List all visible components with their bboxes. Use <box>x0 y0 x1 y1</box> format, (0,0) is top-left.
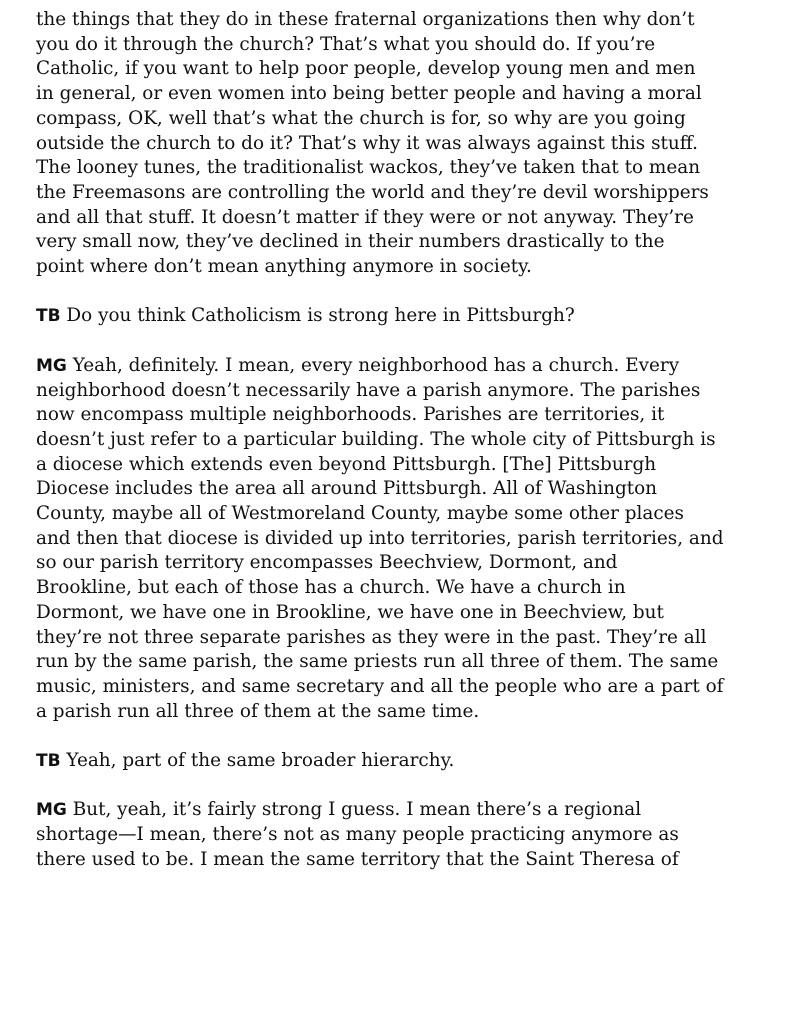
speaker-label: MG <box>36 355 67 376</box>
speech-text: Yeah, definitely. I mean, every neighborhood has a church. Every <box>72 354 680 376</box>
text-line: music, ministers, and same secretary and all the people who are a part of <box>36 675 724 697</box>
text-line: a parish run all three of them at the same time. <box>36 700 480 722</box>
text-line <box>36 304 776 329</box>
speech-text: But, yeah, it’s fairly strong I guess. I mean there’s a regional <box>72 799 642 821</box>
transcript-paragraph-tb <box>36 749 776 774</box>
text-line <box>36 798 776 823</box>
text-line: in general, or even women into being better people and having a moral <box>36 83 702 105</box>
transcript-paragraph-mg <box>36 798 776 872</box>
text-line: The looney tunes, the traditionalist wackos, they’ve taken that to mean <box>36 157 701 179</box>
text-line: they’re not three separate parishes as they were in the past. They’re all <box>36 626 707 648</box>
text-line: compass, OK, well that’s what the church is for, so why are you going <box>36 107 686 129</box>
text-line <box>36 354 776 379</box>
text-line: point where don’t mean anything anymore in society. <box>36 256 532 278</box>
text-line: so our parish territory encompasses Beechview, Dormont, and <box>36 552 618 574</box>
text-line: and then that diocese is divided up into territories, parish territories, and <box>36 527 724 549</box>
speaker-label: MG <box>36 800 67 821</box>
text-line: very small now, they’ve declined in their numbers drastically to the <box>36 231 665 253</box>
text-line: Diocese includes the area all around Pittsburgh. All of Washington <box>36 478 658 500</box>
text-line: doesn’t just refer to a particular building. The whole city of Pittsburgh is <box>36 428 716 450</box>
text-line: outside the church to do it? That’s why it was always against this stuff. <box>36 132 699 154</box>
text-line: the things that they do in these fraternal organizations then why don’t <box>36 9 695 30</box>
text-line: Catholic, if you want to help poor people, develop young men and men <box>36 58 696 80</box>
text-line: there used to be. I mean the same territory that the Saint Theresa of <box>36 848 679 870</box>
text-line: you do it through the church? That’s what you should do. If you’re <box>36 33 656 55</box>
speech-text: Do you think Catholicism is strong here in Pittsburgh? <box>66 305 575 327</box>
text-line: County, maybe all of Westmoreland County, maybe some other places <box>36 503 684 525</box>
speech-text: Yeah, part of the same broader hierarchy. <box>66 750 455 772</box>
text-line: Brookline, but each of those has a church. We have a church in <box>36 577 626 599</box>
transcript-paragraph <box>36 8 776 280</box>
transcript-page <box>36 8 776 897</box>
text-line: Dormont, we have one in Brookline, we have one in Beechview, but <box>36 601 664 623</box>
text-line <box>36 749 776 774</box>
text-line: shortage—I mean, there’s not as many people practicing anymore as <box>36 824 679 846</box>
speaker-label: TB <box>36 306 61 327</box>
text-line: and all that stuff. It doesn’t matter if they were or not anyway. They’re <box>36 206 694 228</box>
text-line: the Freemasons are controlling the world and they’re devil worshippers <box>36 181 709 203</box>
transcript-paragraph-mg <box>36 354 776 725</box>
text-line: neighborhood doesn’t necessarily have a parish anymore. The parishes <box>36 379 701 401</box>
speaker-label: TB <box>36 751 61 772</box>
transcript-paragraph-tb <box>36 304 776 329</box>
text-line: now encompass multiple neighborhoods. Parishes are territories, it <box>36 404 665 426</box>
text-line: a diocese which extends even beyond Pittsburgh. [The] Pittsburgh <box>36 453 657 475</box>
text-line: run by the same parish, the same priests run all three of them. The same <box>36 651 719 673</box>
